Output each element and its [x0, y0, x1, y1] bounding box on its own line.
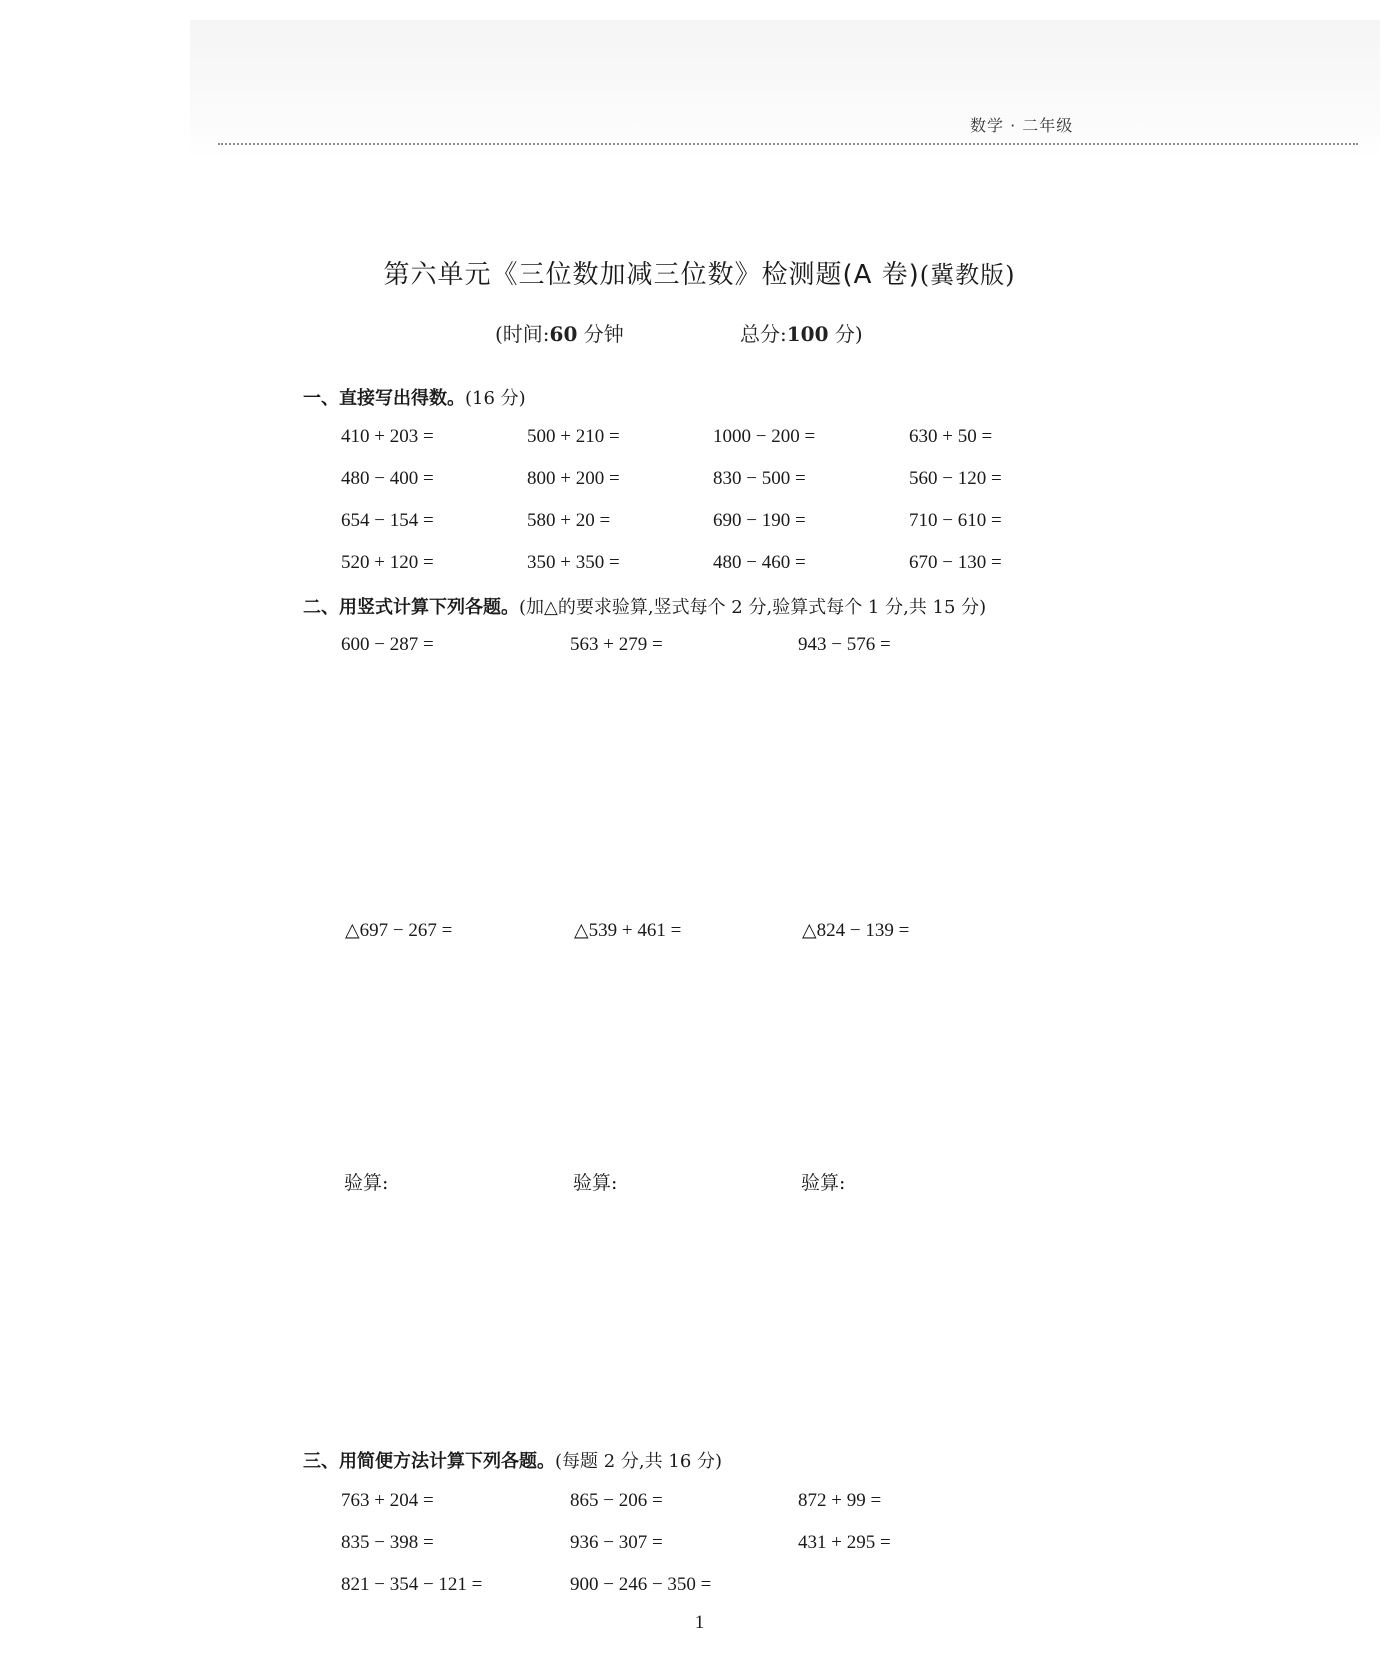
expression: 690 − 190 = [713, 510, 806, 531]
score-value: 100 [786, 322, 829, 346]
expression: 1000 − 200 = [713, 426, 816, 447]
section-3-heading [303, 1447, 722, 1473]
expression: 350 + 350 = [527, 552, 620, 573]
section-1-label: 一、直接写出得数。 [303, 388, 465, 409]
expression: 410 + 203 = [341, 426, 434, 447]
verification-label: 验算: [801, 1172, 846, 1194]
expression: 936 − 307 = [570, 1532, 663, 1553]
section-3-note: (每题 2 分,共 16 分) [555, 1451, 723, 1472]
expression: 563 + 279 = [570, 634, 663, 655]
score-unit: 分) [834, 322, 863, 346]
section-2-label: 二、用竖式计算下列各题。 [303, 597, 519, 618]
expression: 830 − 500 = [713, 468, 806, 489]
expression: 654 − 154 = [341, 510, 434, 531]
expression: 865 − 206 = [570, 1490, 663, 1511]
expression: 943 − 576 = [798, 634, 891, 655]
exam-title-main: 第六单元《三位数加减三位数》检测题(A 卷) [383, 260, 920, 290]
page-number: 1 [694, 1612, 705, 1633]
expression: 670 − 130 = [909, 552, 1002, 573]
expression: 821 − 354 − 121 = [341, 1574, 483, 1595]
expression: 900 − 246 − 350 = [570, 1574, 712, 1595]
exam-title [0, 254, 1399, 291]
header-dotted-rule [218, 143, 1358, 145]
score-prefix: 总分: [740, 322, 787, 346]
expression: 580 + 20 = [527, 510, 611, 531]
expression: 710 − 610 = [909, 510, 1002, 531]
verification-label: 验算: [573, 1172, 618, 1194]
time-unit: 分钟 [583, 322, 624, 346]
exam-total-score [740, 318, 863, 347]
subject-grade-label: 数学 · 二年级 [970, 116, 1074, 135]
expression: 835 − 398 = [341, 1532, 434, 1553]
section-2-heading [303, 593, 986, 619]
expression: 500 + 210 = [527, 426, 620, 447]
exam-time [495, 318, 624, 347]
section-1-heading [303, 384, 526, 410]
expression: 520 + 120 = [341, 552, 434, 573]
section-2-note: (加△的要求验算,竖式每个 2 分,验算式每个 1 分,共 15 分) [519, 597, 987, 618]
expression: 560 − 120 = [909, 468, 1002, 489]
time-prefix: (时间: [495, 322, 550, 346]
verification-label: 验算: [344, 1172, 389, 1194]
expression: △697 − 267 = [345, 920, 453, 941]
expression: 763 + 204 = [341, 1490, 434, 1511]
expression: 872 + 99 = [798, 1490, 882, 1511]
expression: △824 − 139 = [802, 920, 910, 941]
expression: 431 + 295 = [798, 1532, 891, 1553]
section-1-note: (16 分) [465, 388, 526, 409]
time-value: 60 [549, 322, 578, 346]
exam-edition: (冀教版) [919, 261, 1016, 289]
expression: 800 + 200 = [527, 468, 620, 489]
header-band [190, 20, 1380, 160]
expression: △539 + 461 = [574, 920, 682, 941]
expression: 480 − 400 = [341, 468, 434, 489]
expression: 480 − 460 = [713, 552, 806, 573]
section-3-label: 三、用简便方法计算下列各题。 [303, 1451, 555, 1472]
expression: 600 − 287 = [341, 634, 434, 655]
expression: 630 + 50 = [909, 426, 993, 447]
